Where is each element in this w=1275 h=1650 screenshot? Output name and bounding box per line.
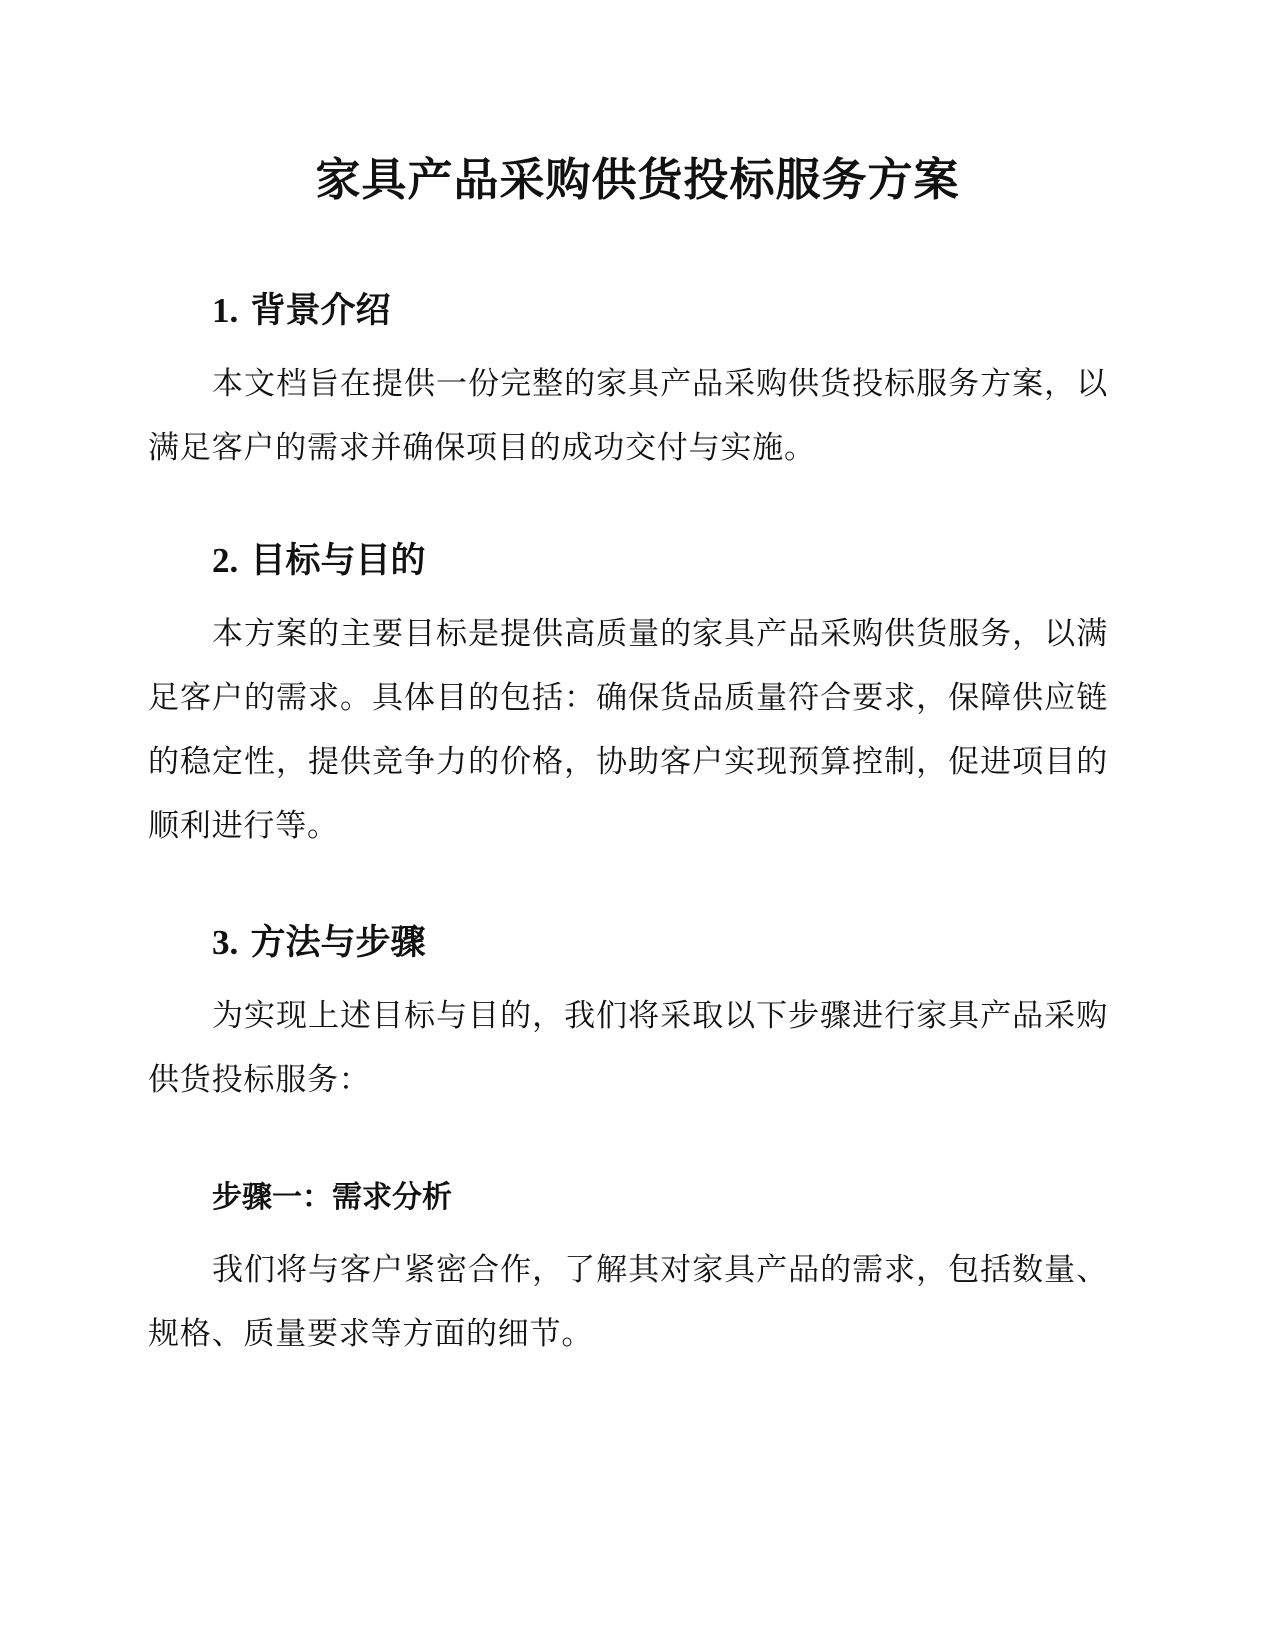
- section-goals: [148, 538, 1108, 858]
- section-heading-text: 方法与步骤: [250, 923, 426, 963]
- section-paragraph: 本文档旨在提供一份完整的家具产品采购供货投标服务方案，以满足客户的需求并确保项目的成功交付与实施。: [148, 366, 1108, 466]
- section-number: 2.: [212, 541, 239, 580]
- section-number: 3.: [212, 923, 239, 962]
- section-heading: [148, 538, 1108, 584]
- section-heading: [148, 920, 1108, 966]
- section-heading-text: 目标与目的: [250, 541, 426, 581]
- step-paragraph: 我们将与客户紧密合作，了解其对家具产品的需求，包括数量、规格、质量要求等方面的细节。: [148, 1252, 1108, 1352]
- section-background: [148, 288, 1108, 480]
- section-heading-text: 背景介绍: [250, 291, 391, 331]
- section-heading: [148, 288, 1108, 334]
- section-methods: [148, 920, 1108, 1112]
- section-paragraph: 本方案的主要目标是提供高质量的家具产品采购供货服务，以满足客户的需求。具体目的包括：确保货品质量符合要求，保障供应链的稳定性，提供竞争力的价格，协助客户实现预算控制，促进项目的顺利进行等。: [148, 616, 1108, 844]
- document-title: 家具产品采购供货投标服务方案: [315, 153, 960, 206]
- step-heading: 步骤一：需求分析: [212, 1180, 452, 1215]
- step-requirements-analysis: [148, 1178, 1108, 1366]
- section-paragraph: 为实现上述目标与目的，我们将采取以下步骤进行家具产品采购供货投标服务：: [148, 998, 1108, 1098]
- section-number: 1.: [212, 291, 239, 330]
